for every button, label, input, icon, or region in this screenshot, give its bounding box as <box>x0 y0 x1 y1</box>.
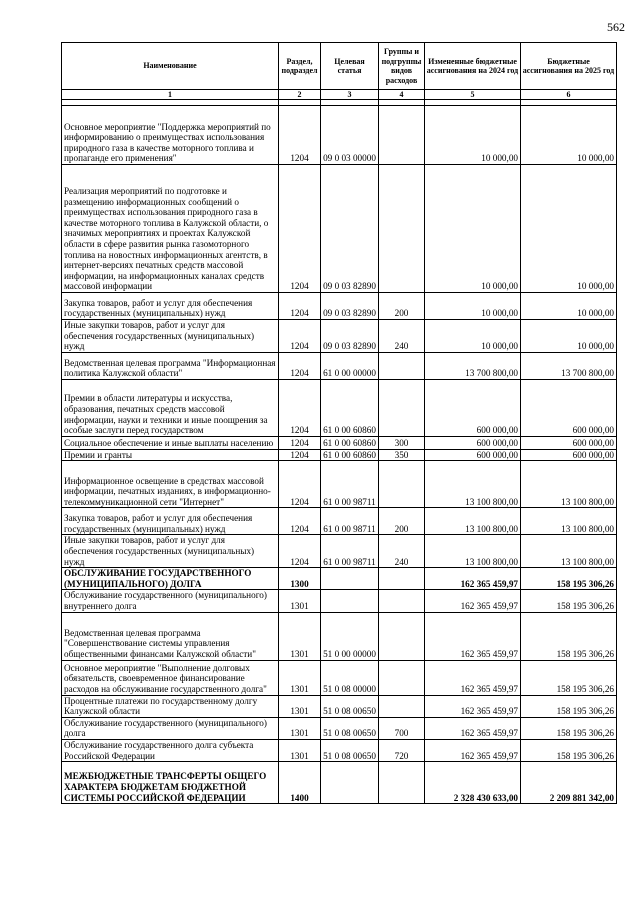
row-2025: 158 195 306,26 <box>521 660 617 695</box>
row-group <box>379 568 425 590</box>
table-row <box>62 695 617 717</box>
col-num: 1 <box>62 90 279 100</box>
row-group: 700 <box>379 717 425 739</box>
row-target: 09 0 03 82890 <box>321 320 379 353</box>
table-row <box>62 436 617 449</box>
row-name: Основное мероприятие "Выполнение долговых обязательств, своевременное финансирование расходов на обслуживание государственного долга" <box>62 660 279 695</box>
row-group: 350 <box>379 449 425 461</box>
col-header-name: Наименование <box>62 43 279 90</box>
row-group <box>379 379 425 436</box>
col-num: 4 <box>379 90 425 100</box>
row-name: Процентные платежи по государственному долгу Калужской области <box>62 695 279 717</box>
table-row <box>62 293 617 320</box>
row-name: МЕЖБЮДЖЕТНЫЕ ТРАНСФЕРТЫ ОБЩЕГО ХАРАКТЕРА БЮДЖЕТАМ БЮДЖЕТНОЙ СИСТЕМЫ РОССИЙСКОЙ ФЕДЕРАЦИИ <box>62 762 279 804</box>
table-row <box>62 612 617 660</box>
row-2025: 600 000,00 <box>521 449 617 461</box>
row-name: Иные закупки товаров, работ и услуг для обеспечения государственных (муниципальных) нужд <box>62 320 279 353</box>
row-name: Ведомственная целевая программа "Информационная политика Калужской области" <box>62 352 279 379</box>
page-number: 562 <box>607 20 625 34</box>
row-target: 61 0 00 98711 <box>321 461 379 508</box>
row-group <box>379 590 425 612</box>
column-number-row <box>62 90 617 100</box>
row-2025: 10 000,00 <box>521 165 617 293</box>
row-2024: 10 000,00 <box>425 165 521 293</box>
row-section: 1204 <box>279 352 321 379</box>
row-section: 1204 <box>279 436 321 449</box>
row-name: Ведомственная целевая программа "Совершенствование системы управления общественными финансами Калужской области" <box>62 612 279 660</box>
row-2025: 158 195 306,26 <box>521 590 617 612</box>
table-row <box>62 379 617 436</box>
row-target: 61 0 00 60860 <box>321 379 379 436</box>
col-header-group: Группы и подгруппы видов расходов <box>379 43 425 90</box>
row-name: Премии в области литературы и искусства, образования, печатных средств массовой информации, науки и техники и иные поощрения за особые заслуги перед государством <box>62 379 279 436</box>
row-section: 1300 <box>279 568 321 590</box>
row-section: 1204 <box>279 379 321 436</box>
table-row <box>62 461 617 508</box>
row-target <box>321 590 379 612</box>
col-num: 5 <box>425 90 521 100</box>
row-group: 300 <box>379 436 425 449</box>
col-header-section: Раздел, подраздел <box>279 43 321 90</box>
table-row <box>62 508 617 535</box>
row-group <box>379 660 425 695</box>
row-2024: 13 700 800,00 <box>425 352 521 379</box>
table-row <box>62 352 617 379</box>
row-2025: 2 209 881 342,00 <box>521 762 617 804</box>
row-2024: 13 100 800,00 <box>425 508 521 535</box>
row-target: 61 0 00 00000 <box>321 352 379 379</box>
row-2025: 10 000,00 <box>521 293 617 320</box>
table-row <box>62 568 617 590</box>
row-2024: 13 100 800,00 <box>425 535 521 568</box>
row-2025: 13 100 800,00 <box>521 461 617 508</box>
row-group <box>379 461 425 508</box>
row-target: 61 0 00 98711 <box>321 535 379 568</box>
row-section: 1301 <box>279 660 321 695</box>
row-name: Обслуживание государственного долга субъекта Российской Федерации <box>62 739 279 761</box>
row-target: 61 0 00 60860 <box>321 449 379 461</box>
row-name: Основное мероприятие "Поддержка мероприятий по информированию о преимуществах использования природного газа в качестве моторного топлива и пропаганде его применения" <box>62 106 279 165</box>
row-2024: 162 365 459,97 <box>425 717 521 739</box>
row-name: Социальное обеспечение и иные выплаты населению <box>62 436 279 449</box>
row-group: 240 <box>379 535 425 568</box>
row-2024: 162 365 459,97 <box>425 590 521 612</box>
row-group <box>379 762 425 804</box>
row-section: 1400 <box>279 762 321 804</box>
table-row <box>62 717 617 739</box>
row-2024: 13 100 800,00 <box>425 461 521 508</box>
row-target: 09 0 03 00000 <box>321 106 379 165</box>
row-group: 720 <box>379 739 425 761</box>
row-target <box>321 568 379 590</box>
row-name: Обслуживание государственного (муниципального) долга <box>62 717 279 739</box>
col-header-2025: Бюджетные ассигнования на 2025 год <box>521 43 617 90</box>
table-row <box>62 739 617 761</box>
row-target: 09 0 03 82890 <box>321 293 379 320</box>
row-2024: 162 365 459,97 <box>425 660 521 695</box>
row-2024: 162 365 459,97 <box>425 695 521 717</box>
row-2024: 10 000,00 <box>425 106 521 165</box>
row-2024: 600 000,00 <box>425 449 521 461</box>
row-target <box>321 762 379 804</box>
row-section: 1301 <box>279 739 321 761</box>
table-row <box>62 106 617 165</box>
row-2025: 158 195 306,26 <box>521 695 617 717</box>
row-2025: 158 195 306,26 <box>521 717 617 739</box>
col-header-target: Целевая статья <box>321 43 379 90</box>
row-2025: 158 195 306,26 <box>521 568 617 590</box>
table-row <box>62 320 617 353</box>
row-2024: 162 365 459,97 <box>425 568 521 590</box>
row-target: 51 0 08 00650 <box>321 717 379 739</box>
row-section: 1204 <box>279 320 321 353</box>
row-section: 1301 <box>279 695 321 717</box>
row-name: Закупка товаров, работ и услуг для обеспечения государственных (муниципальных) нужд <box>62 508 279 535</box>
row-2025: 13 700 800,00 <box>521 352 617 379</box>
row-section: 1301 <box>279 590 321 612</box>
row-target: 51 0 08 00650 <box>321 695 379 717</box>
row-group <box>379 352 425 379</box>
row-target: 51 0 08 00650 <box>321 739 379 761</box>
row-target: 51 0 00 00000 <box>321 612 379 660</box>
row-group: 200 <box>379 508 425 535</box>
col-header-2024: Измененные бюджетные ассигнования на 2024 год <box>425 43 521 90</box>
row-section: 1204 <box>279 508 321 535</box>
row-group <box>379 695 425 717</box>
table-row <box>62 762 617 804</box>
row-section: 1204 <box>279 461 321 508</box>
row-2025: 13 100 800,00 <box>521 508 617 535</box>
row-2024: 600 000,00 <box>425 379 521 436</box>
row-name: Информационное освещение в средствах массовой информации, печатных изданиях, в информационно-телекоммуникационной сети "Интернет" <box>62 461 279 508</box>
row-2024: 2 328 430 633,00 <box>425 762 521 804</box>
row-group: 200 <box>379 293 425 320</box>
row-name: Премии и гранты <box>62 449 279 461</box>
row-target: 51 0 08 00000 <box>321 660 379 695</box>
row-name: ОБСЛУЖИВАНИЕ ГОСУДАРСТВЕННОГО (МУНИЦИПАЛЬНОГО) ДОЛГА <box>62 568 279 590</box>
row-2025: 600 000,00 <box>521 436 617 449</box>
row-2025: 158 195 306,26 <box>521 612 617 660</box>
row-section: 1204 <box>279 535 321 568</box>
row-section: 1301 <box>279 612 321 660</box>
table-row <box>62 449 617 461</box>
table-row <box>62 660 617 695</box>
row-section: 1204 <box>279 106 321 165</box>
row-2025: 13 100 800,00 <box>521 535 617 568</box>
row-group <box>379 165 425 293</box>
row-2025: 158 195 306,26 <box>521 739 617 761</box>
row-name: Закупка товаров, работ и услуг для обеспечения государственных (муниципальных) нужд <box>62 293 279 320</box>
col-num: 3 <box>321 90 379 100</box>
row-target: 09 0 03 82890 <box>321 165 379 293</box>
row-section: 1204 <box>279 449 321 461</box>
table-row <box>62 535 617 568</box>
row-name: Реализация мероприятий по подготовке и размещению информационных сообщений о преимуществах использования природного газа в качестве моторного топлива в Калужской области, о значимых мероприятиях и проектах Калужской области в сфере развития рынка газомоторного топлива на новостных информационных агентств, в интернет-версиях печатных средств массовой информации, на информационных каналах средств массовой информации <box>62 165 279 293</box>
row-2025: 10 000,00 <box>521 320 617 353</box>
row-2025: 600 000,00 <box>521 379 617 436</box>
col-num: 6 <box>521 90 617 100</box>
row-name: Иные закупки товаров, работ и услуг для обеспечения государственных (муниципальных) нужд <box>62 535 279 568</box>
row-2024: 162 365 459,97 <box>425 739 521 761</box>
row-group <box>379 612 425 660</box>
row-section: 1204 <box>279 293 321 320</box>
table-row <box>62 165 617 293</box>
table-row <box>62 590 617 612</box>
row-2025: 10 000,00 <box>521 106 617 165</box>
row-name: Обслуживание государственного (муниципального) внутреннего долга <box>62 590 279 612</box>
row-section: 1204 <box>279 165 321 293</box>
row-2024: 10 000,00 <box>425 293 521 320</box>
col-num: 2 <box>279 90 321 100</box>
row-group <box>379 106 425 165</box>
header-row <box>62 43 617 90</box>
row-target: 61 0 00 98711 <box>321 508 379 535</box>
row-section: 1301 <box>279 717 321 739</box>
row-2024: 10 000,00 <box>425 320 521 353</box>
row-group: 240 <box>379 320 425 353</box>
row-target: 61 0 00 60860 <box>321 436 379 449</box>
budget-table <box>61 42 617 804</box>
row-2024: 600 000,00 <box>425 436 521 449</box>
row-2024: 162 365 459,97 <box>425 612 521 660</box>
